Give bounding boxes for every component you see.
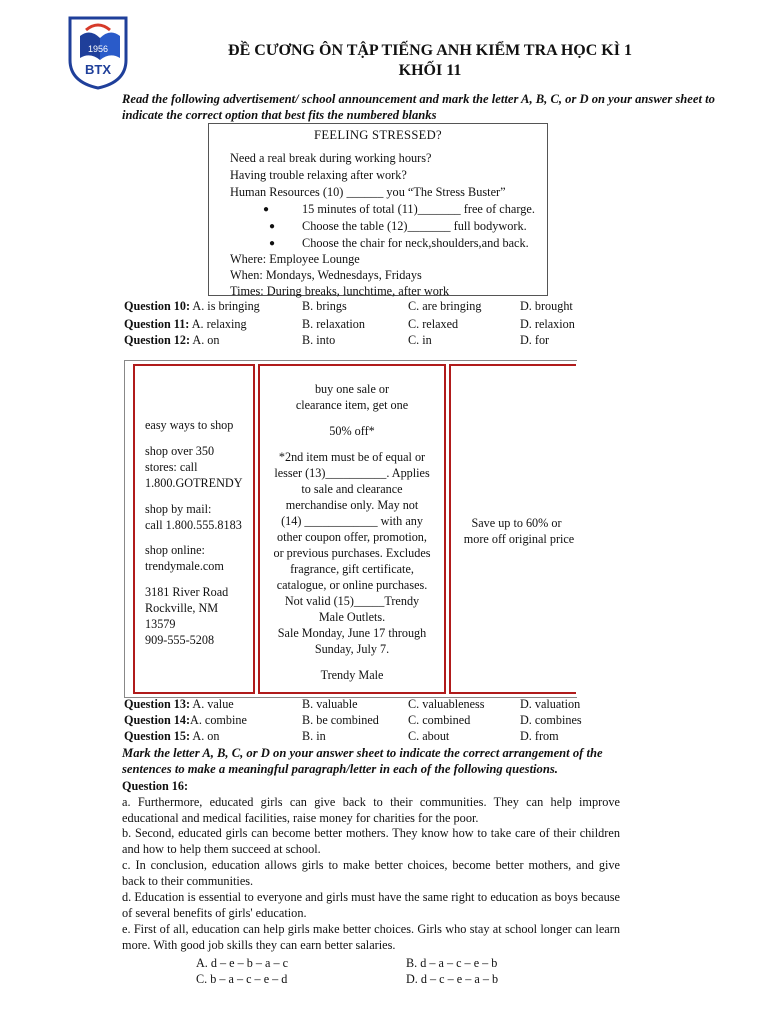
school-logo: [66, 14, 130, 90]
ad-text: shop online:: [145, 543, 205, 557]
option-d: D. combines: [520, 713, 582, 727]
ad-text: stores: call: [145, 460, 198, 474]
ad-text: or previous purchases. Excludes: [273, 546, 431, 560]
ad-line: Having trouble relaxing after work?: [230, 168, 407, 182]
ad-text: merchandise only. May not: [285, 498, 419, 512]
trendy-ad-middle-panel: [258, 364, 446, 694]
bullet-icon: ●: [269, 221, 276, 232]
stress-ad-box: [208, 123, 548, 296]
ad-line: Human Resources (10) ______ you “The Stress Buster”: [230, 185, 506, 199]
q16-option-a: A. d – e – b – a – c: [196, 956, 289, 970]
ad-text: 50% off*: [329, 424, 375, 438]
option-b: B. be combined: [302, 713, 379, 727]
instruction-advertisement: Read the following advertisement/ school announcement and mark the letter A, B, C, or D on your answer sheet to indicate the correct option that best fits the numbered blanks: [122, 92, 715, 122]
ad-text: buy one sale or: [314, 382, 390, 396]
ad-text: Rockville, NM: [145, 601, 219, 615]
svg-text:BTX: BTX: [85, 62, 111, 77]
ad-bullet-text: Choose the table (12)_______ full bodywork.: [302, 219, 527, 233]
q16-option-c: C. b – a – c – e – d: [196, 972, 288, 986]
ad-text: catalogue, or online purchases.: [276, 578, 428, 592]
ad-text: Trendy Male: [320, 668, 384, 682]
option-a: A. on: [192, 333, 220, 347]
ad-text: 909-555-5208: [145, 633, 215, 647]
instruction-arrangement: Mark the letter A, B, C, or D on your answer sheet to indicate the correct arrangement of the sentences to make a meaningful paragraph/letter in each of the following questions.: [122, 746, 603, 776]
ad-text: call 1.800.555.8183: [145, 518, 242, 532]
option-d: D. brought: [520, 299, 573, 313]
sentence-e: e. First of all, education can help girls make better choices. Girls who stay at school longer can learn more. With good job skills they can earn better salaries.: [122, 922, 620, 952]
ad-line: Need a real break during working hours?: [230, 151, 432, 165]
option-c: C. about: [408, 729, 450, 743]
question-16-label: Question 16:: [122, 779, 189, 793]
question-row: Question 10: A. is bringing: [124, 299, 260, 313]
option-a: A. combine: [190, 713, 247, 727]
option-a: A. value: [192, 697, 234, 711]
q16-option-d: D. d – c – e – a – b: [406, 972, 499, 986]
stress-ad-heading: FEELING STRESSED?: [314, 128, 442, 142]
svg-text:1956: 1956: [87, 44, 109, 54]
option-b: B. brings: [302, 299, 347, 313]
q16-option-b: B. d – a – c – e – b: [406, 956, 498, 970]
option-b: B. into: [302, 333, 336, 347]
ad-text: Male Outlets.: [318, 610, 386, 624]
ad-text: (14) ____________ with any: [281, 514, 423, 528]
trendy-ad-right-panel: [449, 364, 576, 694]
ad-text: Not valid (15)_____Trendy: [284, 594, 420, 608]
option-a: A. on: [192, 729, 220, 743]
bullet-icon: ●: [263, 204, 270, 215]
option-a: A. is bringing: [192, 299, 260, 313]
option-c: C. are bringing: [408, 299, 482, 313]
option-a: A. relaxing: [191, 317, 247, 331]
ad-text: easy ways to shop: [145, 418, 234, 432]
ad-text: clearance item, get one: [295, 398, 409, 412]
ad-text: Sale Monday, June 17 through: [277, 626, 427, 640]
ad-bullet-text: Choose the chair for neck,shoulders,and back.: [302, 236, 529, 250]
trendy-ad-left-panel: [133, 364, 255, 694]
ad-text: Sunday, July 7.: [314, 642, 390, 656]
ad-text: other coupon offer, promotion,: [277, 530, 427, 544]
sentence-c: c. In conclusion, education allows girls to make better choices, become better mothers, and give back to their communities.: [122, 858, 620, 888]
ad-text: 13579: [145, 617, 176, 631]
bullet-icon: ●: [269, 238, 276, 249]
option-c: C. combined: [408, 713, 471, 727]
ad-times: Times: During breaks, lunchtime, after work: [230, 284, 450, 298]
question-row: Question 11: A. relaxing: [124, 317, 247, 331]
ad-text: to sale and clearance: [301, 482, 403, 496]
sentence-a: a. Furthermore, educated girls can give back to their communities. They can help improve educational and medical facilities, raise money for charities for the poor.: [122, 795, 620, 825]
question-row: Question 13: A. value: [124, 697, 234, 711]
ad-text: fragrance, gift certificate,: [290, 562, 414, 576]
ad-when: When: Mondays, Wednesdays, Fridays: [230, 268, 422, 282]
option-c: C. in: [408, 333, 432, 347]
ad-text: more off original price: [463, 532, 575, 546]
option-c: C. relaxed: [408, 317, 459, 331]
ad-text: trendymale.com: [145, 559, 224, 573]
ad-text: Save up to 60% or: [471, 516, 562, 530]
ad-text: 3181 River Road: [145, 585, 229, 599]
page-title: ĐỀ CƯƠNG ÔN TẬP TIẾNG ANH KIỂM TRA HỌC KÌ 1: [228, 42, 632, 59]
option-b: B. valuable: [302, 697, 358, 711]
option-c: C. valuableness: [408, 697, 485, 711]
ad-text: *2nd item must be of equal or: [278, 450, 426, 464]
option-d: D. from: [520, 729, 559, 743]
page-subtitle: KHỐI 11: [398, 62, 462, 79]
sentence-d: d. Education is essential to everyone and girls must have the same right to education as boys because of several benefits of girls' education.: [122, 890, 620, 920]
option-d: D. relaxion: [520, 317, 575, 331]
question-row: Question 12: A. on: [124, 333, 220, 347]
ad-text: shop over 350: [145, 444, 215, 458]
ad-text: shop by mail:: [145, 502, 212, 516]
option-b: B. in: [302, 729, 326, 743]
question-row: Question 14:A. combine: [124, 713, 247, 727]
sentence-b: b. Second, educated girls can become better mothers. They know how to take care of their children and how to help them succeed at school.: [122, 826, 620, 856]
ad-where: Where: Employee Lounge: [230, 252, 360, 266]
ad-bullet-text: 15 minutes of total (11)_______ free of charge.: [302, 202, 535, 216]
option-b: B. relaxation: [302, 317, 365, 331]
ad-text: lesser (13)__________. Applies: [274, 466, 430, 480]
option-d: D. valuation: [520, 697, 581, 711]
option-d: D. for: [520, 333, 550, 347]
question-row: Question 15: A. on: [124, 729, 220, 743]
ad-text: 1.800.GOTRENDY: [145, 476, 243, 490]
